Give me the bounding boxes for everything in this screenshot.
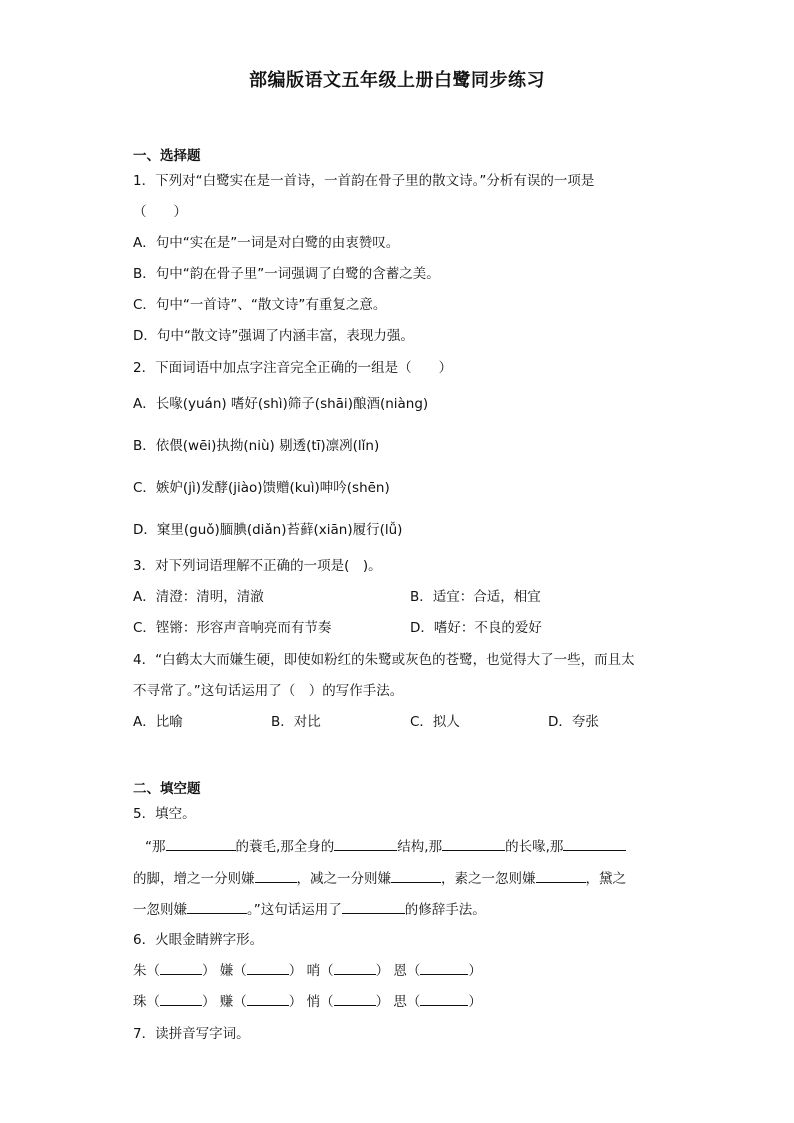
char: 悄 [306, 994, 321, 1010]
paren-open: （ [146, 963, 160, 979]
fill-blank[interactable] [334, 836, 397, 851]
paren-open: （ [406, 963, 421, 979]
fill-blank[interactable] [247, 962, 289, 975]
q5-line1 [145, 836, 626, 857]
q4-option-c: C．拟人 [410, 714, 460, 730]
paren-close: ） [468, 963, 482, 979]
q1-paren: （ ） [133, 204, 187, 220]
q5-text: 结构,那 [397, 839, 443, 855]
paren-close: ） [468, 994, 482, 1010]
paren-open: （ [320, 994, 334, 1010]
paren-close: ） [202, 963, 216, 979]
q1-option-a: A．句中“实在是”一词是对白鹭的由衷赞叹。 [133, 235, 400, 251]
q3-option-b: B．适宜：合适，相宜 [410, 589, 541, 605]
q2-option-a: A．长喙(yuán) 嗜好(shì)筛子(shāi)酿酒(niàng) [133, 396, 429, 412]
fill-blank[interactable] [247, 993, 289, 1006]
paren-open: （ [406, 994, 421, 1010]
paren-close: ） [375, 963, 390, 979]
char: 哨 [306, 963, 321, 979]
fill-blank[interactable] [420, 962, 468, 975]
q5-text: 的蓑毛,那全身的 [235, 839, 335, 855]
q5-text: 的修辞手法。 [404, 902, 486, 918]
fill-blank[interactable] [160, 993, 202, 1006]
char: 思 [393, 994, 407, 1010]
fill-blank[interactable] [391, 868, 441, 883]
paren-close: ） [288, 963, 303, 979]
q5-line2 [133, 868, 626, 889]
q5-text: ，素之一忽则嫌 [441, 871, 536, 887]
q1-option-d: D．句中“散文诗”强调了内涵丰富，表现力强。 [133, 328, 414, 344]
q5-text: “那 [145, 839, 166, 855]
q2-option-b: B．依偎(wēi)执拗(niù) 剔透(tī)凛冽(lǐn) [133, 438, 380, 454]
fill-blank[interactable] [166, 836, 236, 851]
char: 珠 [133, 994, 147, 1010]
q1-stem: 1．下列对“白鹭实在是一首诗，一首韵在骨子里的散文诗。”分析有误的一项是 [133, 173, 595, 189]
paren-open: （ [233, 963, 247, 979]
q5-text: ，黛之 [585, 871, 626, 887]
q6-row1 [133, 961, 482, 981]
q4-stem-line2: 不寻常了。”这句话运用了（ ）的写作手法。 [133, 683, 404, 699]
q5-stem: 5．填空。 [133, 806, 196, 822]
paren-open: （ [146, 994, 160, 1010]
paren-close: ） [202, 994, 216, 1010]
q5-text: 一忽则嫌 [133, 902, 187, 918]
paren-close: ） [375, 994, 390, 1010]
q5-line3 [133, 899, 486, 920]
fill-blank[interactable] [442, 836, 505, 851]
paren-close: ） [288, 994, 303, 1010]
paren-open: （ [320, 963, 334, 979]
q6-stem: 6．火眼金睛辨字形。 [133, 932, 264, 948]
q5-text: 。”这句话运用了 [247, 902, 342, 918]
q4-stem-line1: 4．“白鹤太大而嫌生硬，即使如粉红的朱鹭或灰色的苍鹭，也觉得大了一些，而且太 [133, 652, 635, 668]
char: 嫌 [219, 963, 234, 979]
fill-blank[interactable] [255, 868, 297, 883]
q3-option-c: C．铿锵：形容声音响亮而有节奏 [133, 620, 332, 636]
fill-blank[interactable] [160, 962, 202, 975]
q5-text: 的长喙,那 [505, 839, 564, 855]
fill-blank[interactable] [536, 868, 586, 883]
q3-option-d: D．嗜好：不良的爱好 [410, 620, 542, 636]
q4-option-b: B．对比 [271, 714, 321, 730]
section-heading-fill: 二、填空题 [133, 781, 201, 797]
q1-option-c: C．句中“一首诗”、“散文诗”有重复之意。 [133, 297, 387, 313]
q4-option-a: A．比喻 [133, 714, 183, 730]
q4-option-d: D．夸张 [548, 714, 599, 730]
page-title: 部编版语文五年级上册白鹭同步练习 [249, 70, 545, 91]
q2-stem: 2．下面词语中加点字注音完全正确的一组是（ ） [133, 360, 453, 376]
q6-row2 [133, 992, 482, 1012]
q2-option-c: C．嫉妒(jì)发酵(jiào)馈赠(kuì)呻吟(shēn) [133, 480, 390, 496]
q3-option-a: A．清澄：清明，清澈 [133, 589, 264, 605]
fill-blank[interactable] [334, 962, 376, 975]
q2-option-d: D．窠里(guǒ)腼腆(diǎn)苔藓(xiān)履行(lǚ) [133, 522, 403, 538]
char: 恩 [393, 963, 407, 979]
q5-text: ，减之一分则嫌 [296, 871, 391, 887]
char: 朱 [133, 963, 147, 979]
fill-blank[interactable] [342, 899, 405, 914]
q5-text: 的脚，增之一分则嫌 [133, 871, 255, 887]
q1-option-b: B．句中“韵在骨子里”一词强调了白鹭的含蓄之美。 [133, 266, 440, 282]
fill-blank[interactable] [334, 993, 376, 1006]
q7-stem: 7．读拼音写字词。 [133, 1026, 250, 1042]
fill-blank[interactable] [420, 993, 468, 1006]
fill-blank[interactable] [563, 836, 626, 851]
char: 赚 [219, 994, 234, 1010]
q3-stem: 3．对下列词语理解不正确的一项是( )。 [133, 558, 382, 574]
paren-open: （ [233, 994, 247, 1010]
fill-blank[interactable] [187, 899, 247, 914]
section-heading-choice: 一、选择题 [133, 148, 201, 164]
